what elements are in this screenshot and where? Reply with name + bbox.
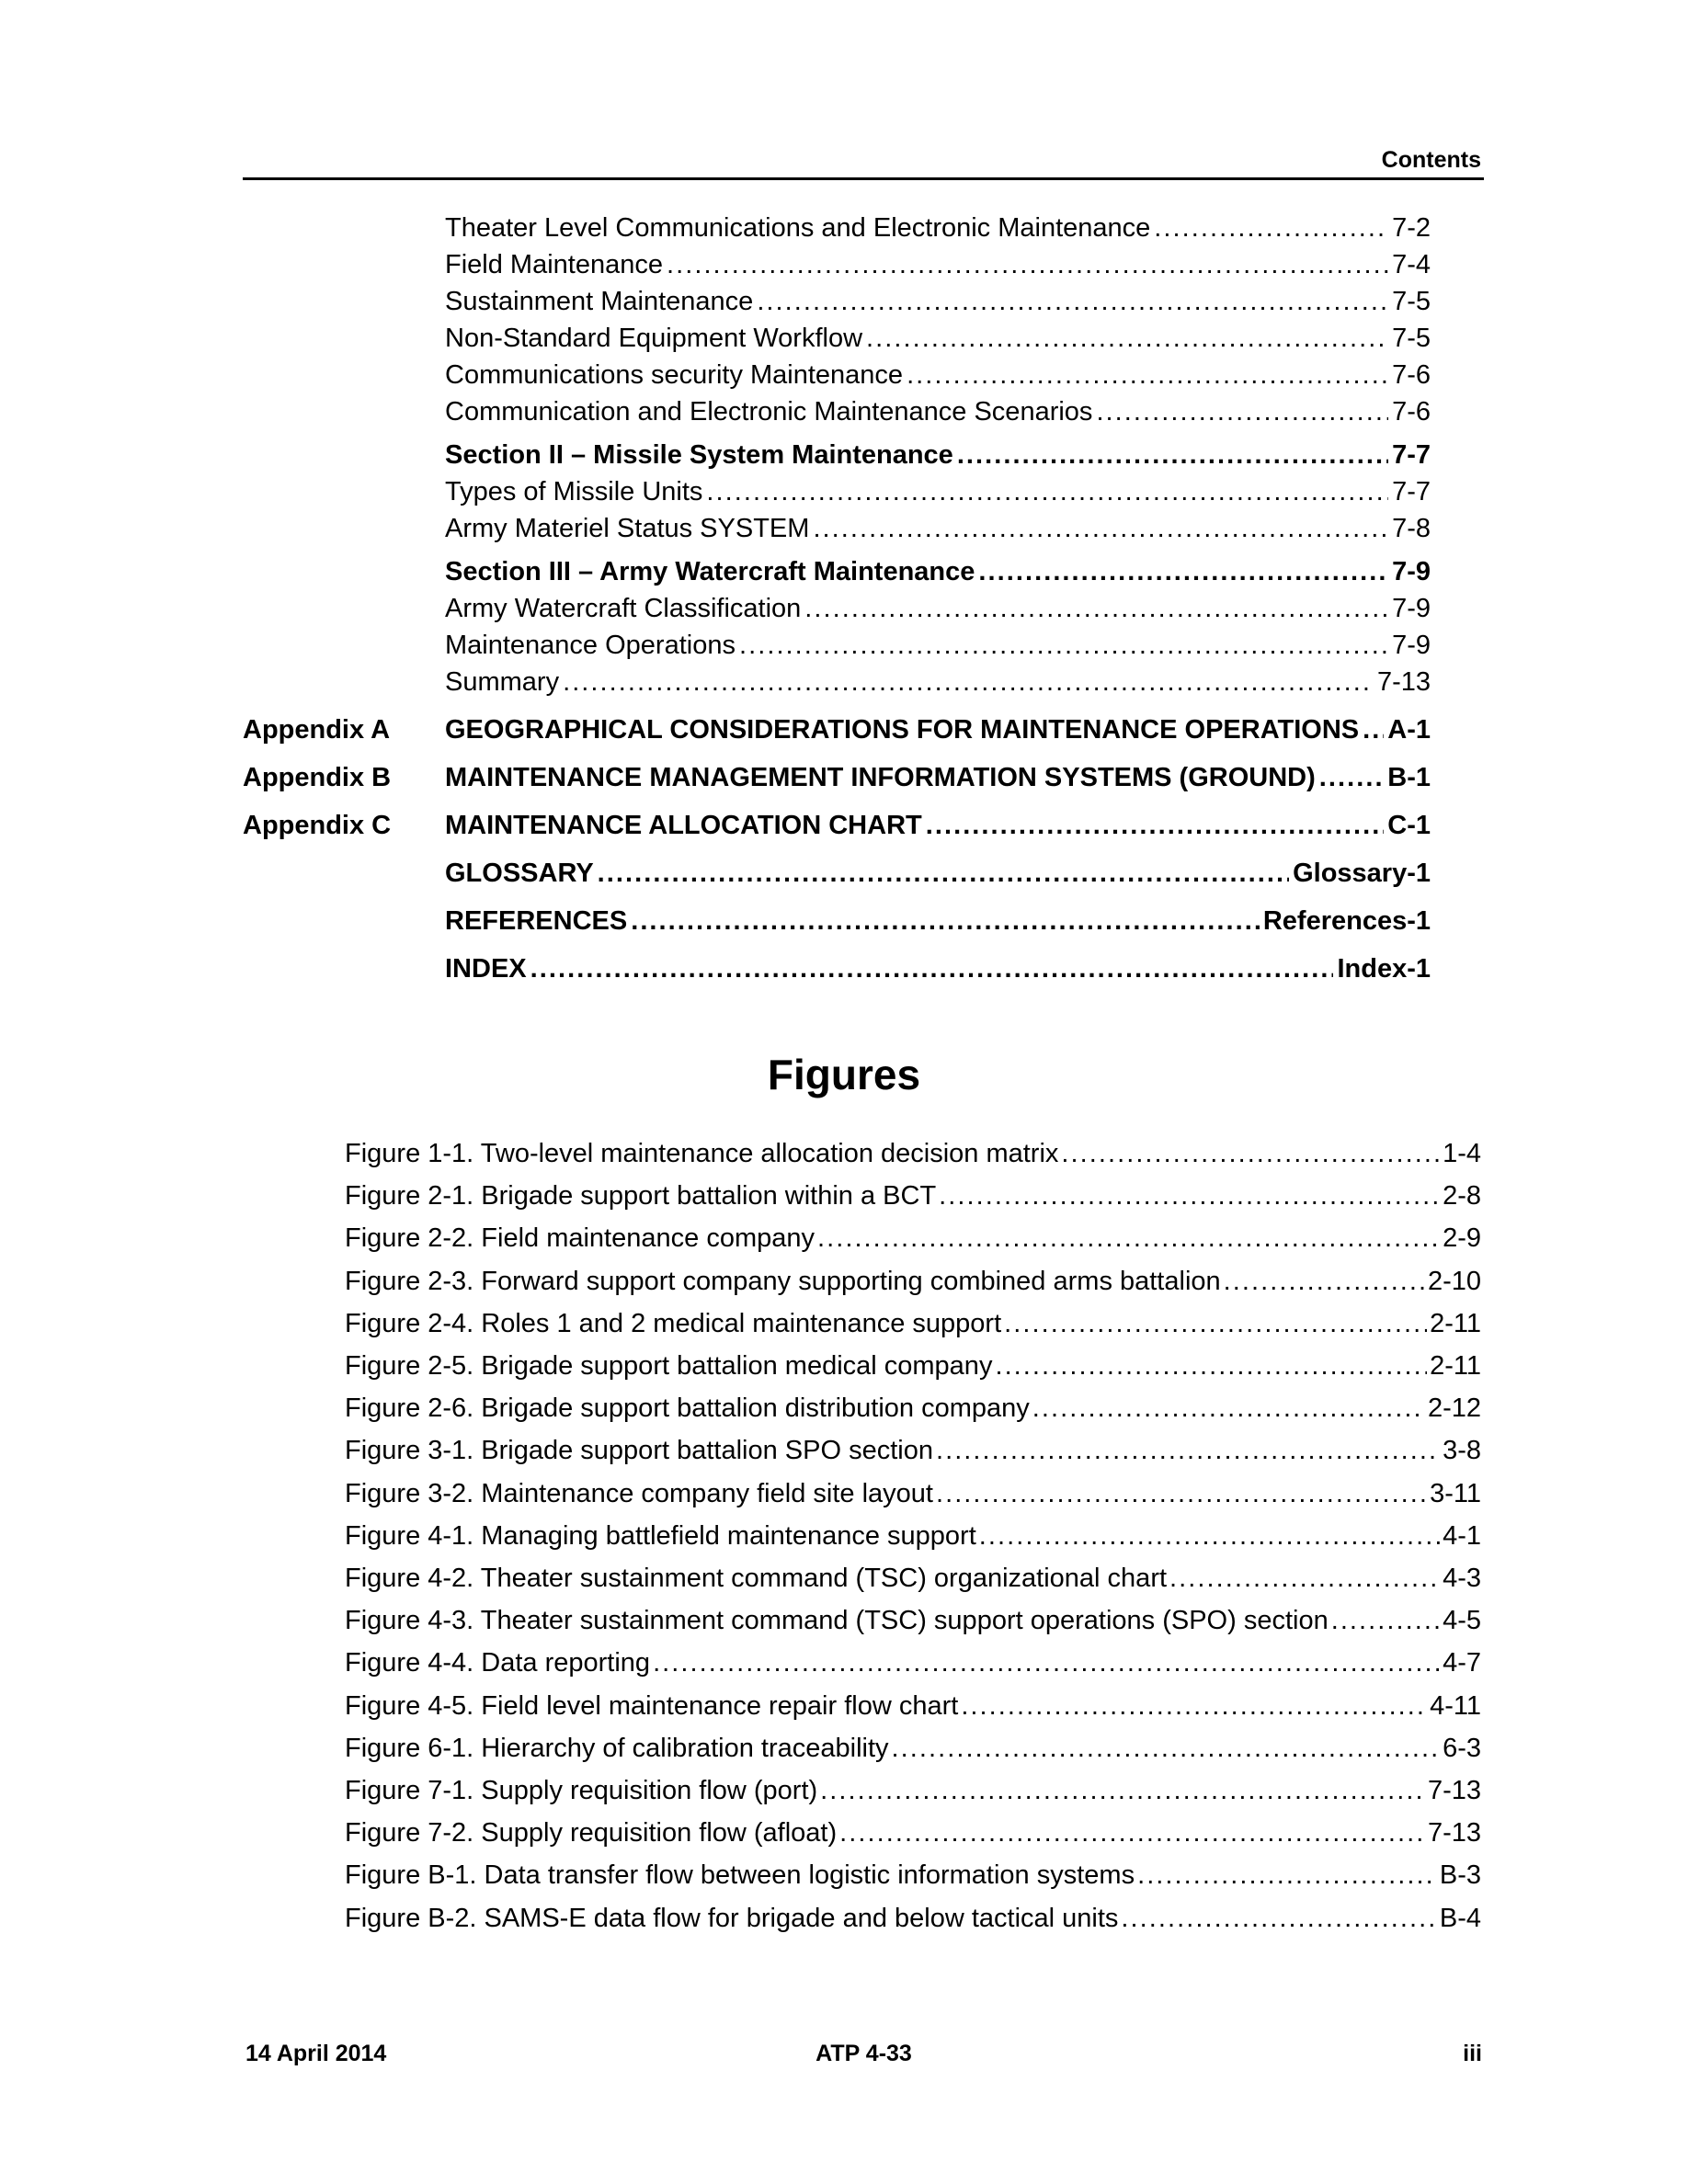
figure-entry-page: 1-4: [1443, 1139, 1481, 1168]
figure-entry-title: Figure 1-1. Two-level maintenance allocation decision matrix: [345, 1139, 1059, 1168]
figure-entry-page: 7-13: [1427, 1776, 1481, 1806]
dot-leader: [961, 1685, 1427, 1727]
toc-entry-prefix: Appendix B: [243, 763, 392, 792]
toc-entry-page: 7-8: [1392, 514, 1431, 543]
dot-leader: [839, 1812, 1425, 1854]
toc-entry-page: A-1: [1387, 715, 1431, 745]
toc-entry-page: 7-7: [1392, 440, 1431, 470]
toc-entry-page: B-1: [1387, 763, 1431, 792]
figure-entry[interactable]: [345, 1812, 1481, 1854]
figure-entry-page: 4-11: [1430, 1690, 1481, 1721]
figure-entry[interactable]: [345, 1642, 1481, 1684]
toc-entry[interactable]: [243, 855, 1431, 892]
toc-entry-title: INDEX: [445, 954, 527, 984]
dot-leader: [1096, 393, 1388, 430]
toc-entry[interactable]: [243, 807, 1431, 844]
figure-entry-page: 2-11: [1430, 1308, 1481, 1338]
dot-leader: [530, 950, 1334, 987]
toc-entry-page: 7-4: [1392, 250, 1431, 279]
toc-entry-page: 7-7: [1392, 477, 1431, 506]
figure-entry-title: Figure 7-1. Supply requisition flow (port): [345, 1776, 818, 1806]
dot-leader: [1137, 1854, 1437, 1896]
toc-entry-title: Army Watercraft Classification: [445, 594, 802, 623]
toc-entry[interactable]: [243, 759, 1431, 796]
figure-entry-title: Figure 4-2. Theater sustainment command (TSC) organizational chart: [345, 1564, 1168, 1594]
figure-entry-page: 2-11: [1430, 1351, 1481, 1382]
footer-date: 14 April 2014: [245, 2041, 387, 2066]
toc-entry[interactable]: [243, 590, 1431, 627]
figure-entry-title: Figure 2-1. Brigade support battalion within a BCT: [345, 1181, 937, 1211]
dot-leader: [653, 1642, 1440, 1684]
figure-entry[interactable]: [345, 1685, 1481, 1727]
running-header: Contents: [1381, 147, 1481, 173]
figure-entry[interactable]: [345, 1769, 1481, 1812]
toc-entry-title: Section III – Army Watercraft Maintenance: [445, 557, 975, 586]
toc-entry-title: Communication and Electronic Maintenance Scenarios: [445, 397, 1093, 427]
toc-entry-title: GEOGRAPHICAL CONSIDERATIONS FOR MAINTENANCE OPERATIONS: [445, 715, 1360, 745]
figure-entry-title: Figure 4-3. Theater sustainment command (TSC) support operations (SPO) section: [345, 1606, 1329, 1636]
figure-entry-page: B-3: [1439, 1860, 1481, 1891]
dot-leader: [892, 1727, 1441, 1769]
dot-leader: [1319, 759, 1385, 796]
toc-entry-page: References-1: [1262, 906, 1431, 936]
toc-entries: [243, 210, 1431, 987]
dot-leader: [936, 1473, 1427, 1515]
figure-entry-page: 4-5: [1443, 1606, 1481, 1636]
figure-entry-title: Figure 2-4. Roles 1 and 2 medical maintenance support: [345, 1308, 1002, 1338]
toc-entry[interactable]: [243, 393, 1431, 430]
toc-entry-title: MAINTENANCE ALLOCATION CHART: [445, 811, 922, 840]
figures-heading: Figures: [767, 1051, 921, 1098]
figure-entry-page: 4-1: [1443, 1520, 1481, 1551]
figure-entry[interactable]: [345, 1387, 1481, 1429]
toc-entry[interactable]: [243, 283, 1431, 320]
figure-entry[interactable]: [345, 1557, 1481, 1599]
figure-entry-page: 2-12: [1427, 1393, 1481, 1424]
toc-entry[interactable]: [243, 903, 1431, 939]
figure-entry-title: Figure 2-2. Field maintenance company: [345, 1223, 815, 1254]
toc-entry[interactable]: [243, 357, 1431, 393]
toc-entry[interactable]: [243, 473, 1431, 510]
figure-entry[interactable]: [345, 1175, 1481, 1217]
figure-entry[interactable]: [345, 1132, 1481, 1175]
figures-list: [345, 1132, 1481, 1939]
toc-entry-title: Non-Standard Equipment Workflow: [445, 324, 863, 353]
toc-entry-page: 7-2: [1392, 213, 1431, 243]
figure-entry-title: Figure 3-2. Maintenance company field site layout: [345, 1478, 933, 1508]
toc-entry-title: Maintenance Operations: [445, 631, 736, 660]
toc-entry-page: 7-9: [1392, 594, 1431, 623]
toc-entry[interactable]: [243, 950, 1431, 987]
table-of-contents: [243, 210, 1438, 987]
dot-leader: [1169, 1557, 1440, 1599]
figure-entry[interactable]: [345, 1515, 1481, 1557]
dot-leader: [706, 473, 1388, 510]
toc-entry-prefix: Appendix A: [243, 715, 391, 745]
figure-entry-page: 2-9: [1443, 1223, 1481, 1254]
figure-entry-page: 4-7: [1443, 1648, 1481, 1678]
toc-entry[interactable]: [243, 627, 1431, 664]
dot-leader: [817, 1217, 1440, 1259]
dot-leader: [1061, 1132, 1440, 1175]
figure-entry-page: 2-8: [1443, 1181, 1481, 1211]
toc-entry-page: 7-9: [1392, 557, 1431, 586]
figure-entry[interactable]: [345, 1727, 1481, 1769]
toc-entry-page: 7-6: [1392, 360, 1431, 390]
dot-leader: [1224, 1260, 1425, 1302]
figure-entry-title: Figure 4-1. Managing battlefield maintenance support: [345, 1520, 976, 1551]
dot-leader: [757, 283, 1388, 320]
dot-leader: [631, 903, 1260, 939]
figure-entry[interactable]: [345, 1599, 1481, 1642]
dot-leader: [1363, 711, 1384, 748]
dot-leader: [667, 246, 1388, 283]
toc-entry-page: Index-1: [1337, 954, 1431, 984]
figure-entry[interactable]: [345, 1217, 1481, 1259]
toc-entry[interactable]: [243, 437, 1431, 473]
toc-entry-title: Summary: [445, 667, 560, 697]
header-rule: [243, 177, 1484, 180]
toc-entry-page: 7-6: [1392, 397, 1431, 427]
figure-entry[interactable]: [345, 1260, 1481, 1302]
figure-entry-title: Figure 4-4. Data reporting: [345, 1648, 651, 1678]
dot-leader: [926, 807, 1385, 844]
figure-entry-title: Figure 2-5. Brigade support battalion medical company: [345, 1351, 993, 1382]
dot-leader: [1121, 1897, 1436, 1939]
figure-entry-title: Figure 2-6. Brigade support battalion distribution company: [345, 1393, 1030, 1424]
toc-entry[interactable]: [243, 320, 1431, 357]
toc-entry-title: Types of Missile Units: [445, 477, 703, 506]
toc-entry-page: C-1: [1387, 811, 1431, 840]
dot-leader: [979, 1515, 1440, 1557]
toc-entry[interactable]: [243, 246, 1431, 283]
figure-entry-title: Figure 2-3. Forward support company supporting combined arms battalion: [345, 1266, 1221, 1296]
toc-entry-title: Communications security Maintenance: [445, 360, 904, 390]
dot-leader: [1331, 1599, 1440, 1642]
toc-entry-title: REFERENCES: [445, 906, 628, 936]
figure-entry[interactable]: [345, 1854, 1481, 1896]
figure-entry-title: Figure B-2. SAMS-E data flow for brigade and below tactical units: [345, 1903, 1119, 1933]
toc-entry-page: 7-9: [1392, 631, 1431, 660]
toc-entry-prefix: Appendix C: [243, 811, 392, 840]
dot-leader: [598, 855, 1289, 892]
dot-leader: [820, 1769, 1425, 1812]
dot-leader: [804, 590, 1388, 627]
toc-entry[interactable]: [243, 711, 1431, 748]
toc-entry-title: Sustainment Maintenance: [445, 287, 754, 316]
toc-entry[interactable]: [243, 510, 1431, 547]
figure-entry-page: 4-3: [1443, 1564, 1481, 1594]
toc-entry-title: Army Materiel Status SYSTEM: [445, 514, 810, 543]
toc-entry-page: 7-5: [1392, 287, 1431, 316]
toc-entry-title: Section II – Missile System Maintenance: [445, 440, 953, 470]
toc-entry-page: Glossary-1: [1293, 859, 1431, 888]
figure-entry[interactable]: [345, 1302, 1481, 1345]
figure-entry-page: 3-11: [1430, 1478, 1481, 1508]
figure-entry-title: Figure B-1. Data transfer flow between logistic information systems: [345, 1860, 1135, 1891]
dot-leader: [957, 437, 1388, 473]
toc-entry-page: 7-13: [1376, 667, 1431, 697]
figure-entry-page: B-4: [1439, 1903, 1481, 1933]
dot-leader: [1032, 1387, 1425, 1429]
figure-entry[interactable]: [345, 1345, 1481, 1387]
toc-entry-title: GLOSSARY: [445, 859, 594, 888]
dot-leader: [995, 1345, 1427, 1387]
dot-leader: [907, 357, 1388, 393]
dot-leader: [1004, 1302, 1427, 1345]
dot-leader: [739, 627, 1388, 664]
toc-entry-page: 7-5: [1392, 324, 1431, 353]
figure-entry-page: 7-13: [1427, 1818, 1481, 1848]
footer-publication: ATP 4-33: [815, 2041, 912, 2066]
dot-leader: [813, 510, 1388, 547]
figure-entry-title: Figure 3-1. Brigade support battalion SPO section: [345, 1436, 933, 1466]
toc-entry[interactable]: [243, 664, 1431, 700]
figure-entry-title: Figure 4-5. Field level maintenance repair flow chart: [345, 1690, 959, 1721]
figure-entry[interactable]: [345, 1473, 1481, 1515]
figure-entry-page: 6-3: [1443, 1733, 1481, 1763]
footer-page-number: iii: [1463, 2041, 1482, 2066]
toc-entry-title: Field Maintenance: [445, 250, 663, 279]
dot-leader: [978, 553, 1388, 590]
dot-leader: [939, 1175, 1440, 1217]
figure-entry-title: Figure 6-1. Hierarchy of calibration traceability: [345, 1733, 889, 1763]
figure-entry-title: Figure 7-2. Supply requisition flow (afloat): [345, 1818, 838, 1848]
figure-entry-page: 3-8: [1443, 1436, 1481, 1466]
toc-entry-title: MAINTENANCE MANAGEMENT INFORMATION SYSTEMS (GROUND): [445, 763, 1316, 792]
figure-entry[interactable]: [345, 1429, 1481, 1472]
dot-leader: [936, 1429, 1440, 1472]
dot-leader: [866, 320, 1388, 357]
toc-entry[interactable]: [243, 210, 1431, 246]
figure-entry-page: 2-10: [1427, 1266, 1481, 1296]
figure-entry[interactable]: [345, 1897, 1481, 1939]
toc-entry[interactable]: [243, 553, 1431, 590]
dot-leader: [1154, 210, 1388, 246]
toc-entry-title: Theater Level Communications and Electronic Maintenance: [445, 213, 1151, 243]
dot-leader: [563, 664, 1374, 700]
